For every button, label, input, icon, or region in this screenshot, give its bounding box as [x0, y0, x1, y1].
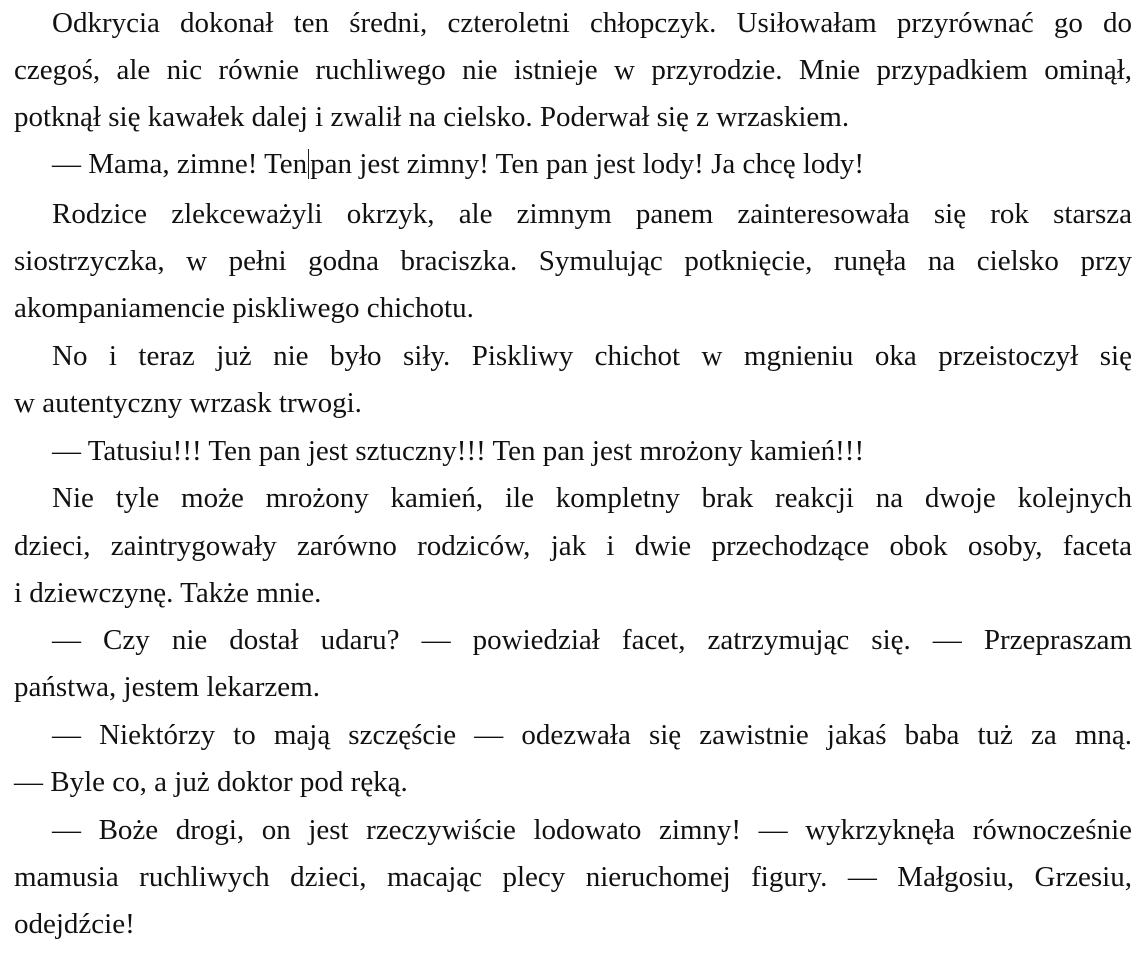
text-line: — Czy nie dostał udaru? — powiedział facet, zatrzymując się. — Przepraszam [52, 624, 1132, 656]
text-segment: pan jest zimny! Ten pan jest lody! Ja chcę lody! [310, 148, 865, 180]
text-line [14, 141, 1132, 188]
text-line: potknął się kawałek dalej i zwalił na cielsko. Poderwał się z wrzaskiem. [14, 101, 850, 133]
text-line: — Boże drogi, on jest rzeczywiście lodowato zimny! — wykrzyknęła równocześnie [52, 814, 1132, 846]
text-line: akompaniamencie piskliwego chichotu. [14, 292, 474, 324]
text-line: odejdźcie! [14, 908, 135, 940]
text-line: Odkrycia dokonał ten średni, czteroletni chłopczyk. Usiłowałam przyrównać go do [52, 7, 1132, 39]
text-segment: — Mama, zimne! Ten [52, 148, 308, 180]
text-line: i dziewczynę. Także mnie. [14, 577, 322, 609]
text-line: mamusia ruchliwych dzieci, macając plecy nieruchomej figury. — Małgosiu, Grzesiu, [14, 861, 1132, 893]
text-line: — Niektórzy to mają szczęście — odezwała się zawistnie jakaś baba tuż za mną. [52, 719, 1132, 751]
text-cursor [308, 149, 309, 179]
text-line: dzieci, zaintrygowały zarówno rodziców, jak i dwie przechodzące obok osoby, faceta [14, 530, 1132, 562]
text-line: Rodzice zlekceważyli okrzyk, ale zimnym panem zainteresowała się rok starsza [52, 198, 1132, 230]
text-line: — Tatusiu!!! Ten pan jest sztuczny!!! Ten pan jest mrożony kamień!!! [52, 435, 865, 467]
text-line: czegoś, ale nic równie ruchliwego nie istnieje w przyrodzie. Mnie przypadkiem ominął, [14, 54, 1132, 86]
text-line: państwa, jestem lekarzem. [14, 671, 320, 703]
text-line: No i teraz już nie było siły. Piskliwy chichot w mgnieniu oka przeistoczył się [52, 340, 1132, 372]
document-page [14, 0, 1132, 976]
text-line: Nie tyle może mrożony kamień, ile kompletny brak reakcji na dwoje kolejnych [52, 482, 1132, 514]
text-line: — Byle co, a już doktor pod ręką. [14, 766, 408, 798]
text-line: w autentyczny wrzask trwogi. [14, 387, 362, 419]
text-line: siostrzyczka, w pełni godna braciszka. Symulując potknięcie, runęła na cielsko przy [14, 245, 1132, 277]
